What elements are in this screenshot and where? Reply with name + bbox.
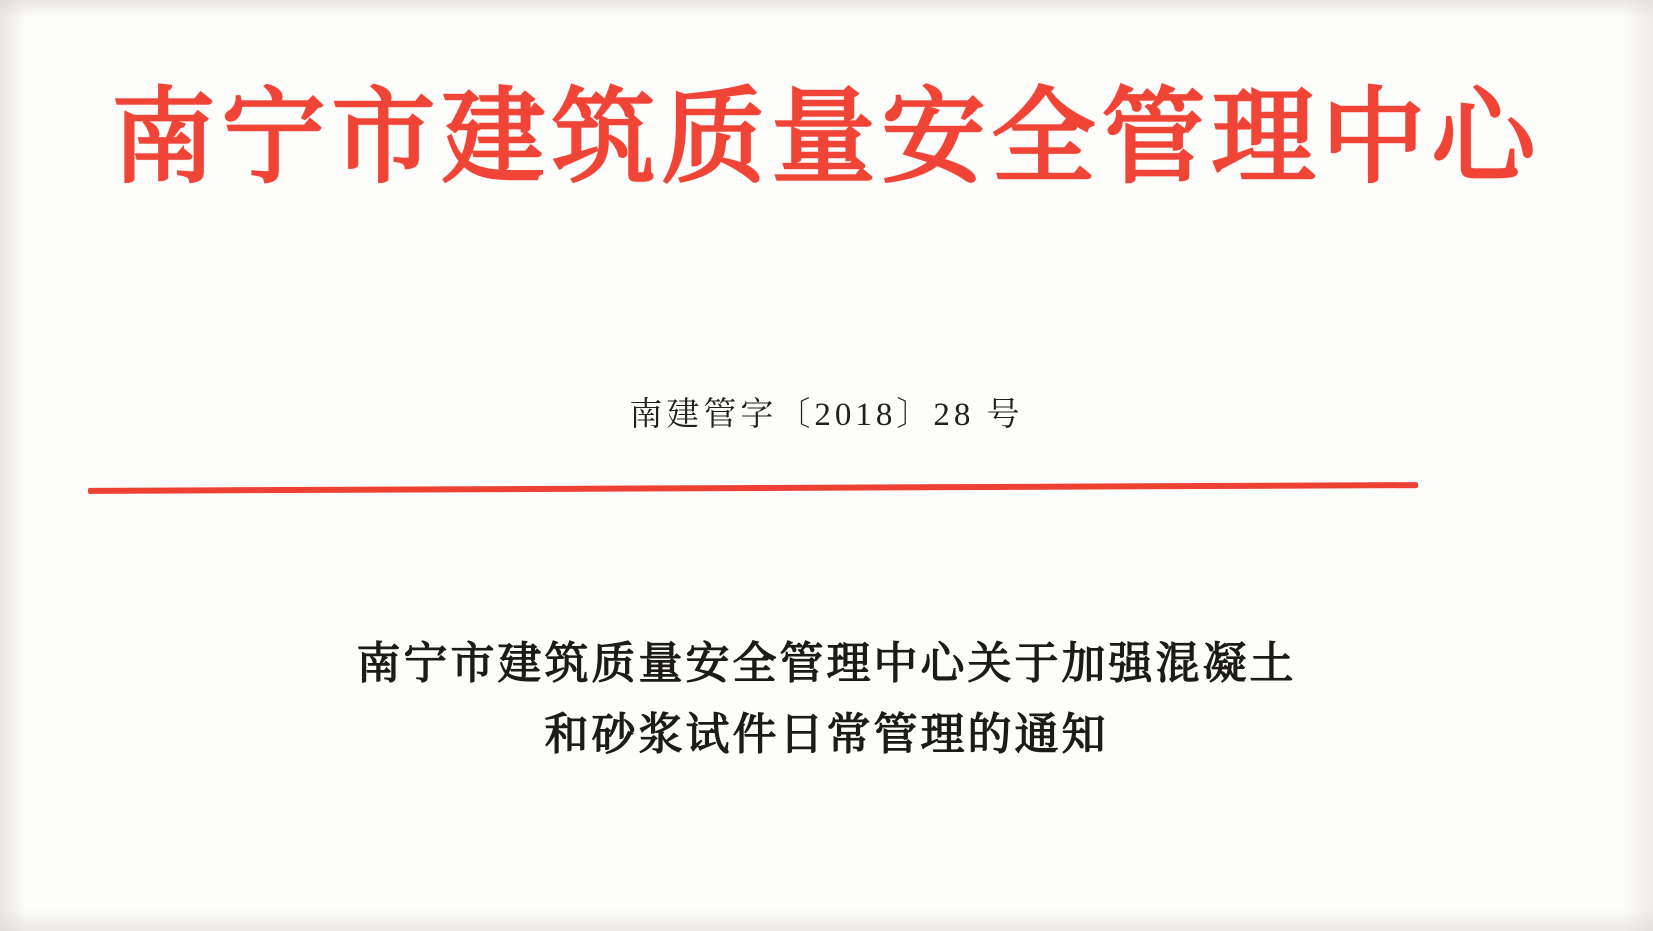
- page-edge-shading-bottom: [0, 909, 1653, 931]
- red-separator-rule: [88, 482, 1418, 494]
- document-title-line-2: 和砂浆试件日常管理的通知: [544, 710, 1109, 760]
- document-title-line-1: 南宁市建筑质量安全管理中心关于加强混凝土: [356, 639, 1297, 688]
- document-title: [0, 628, 1653, 771]
- document-masthead: 南宁市建筑质量安全管理中心: [111, 81, 1542, 196]
- page-edge-shading-top: [0, 0, 1653, 18]
- document-serial-number: 南建管字〔2018〕28 号: [629, 397, 1024, 433]
